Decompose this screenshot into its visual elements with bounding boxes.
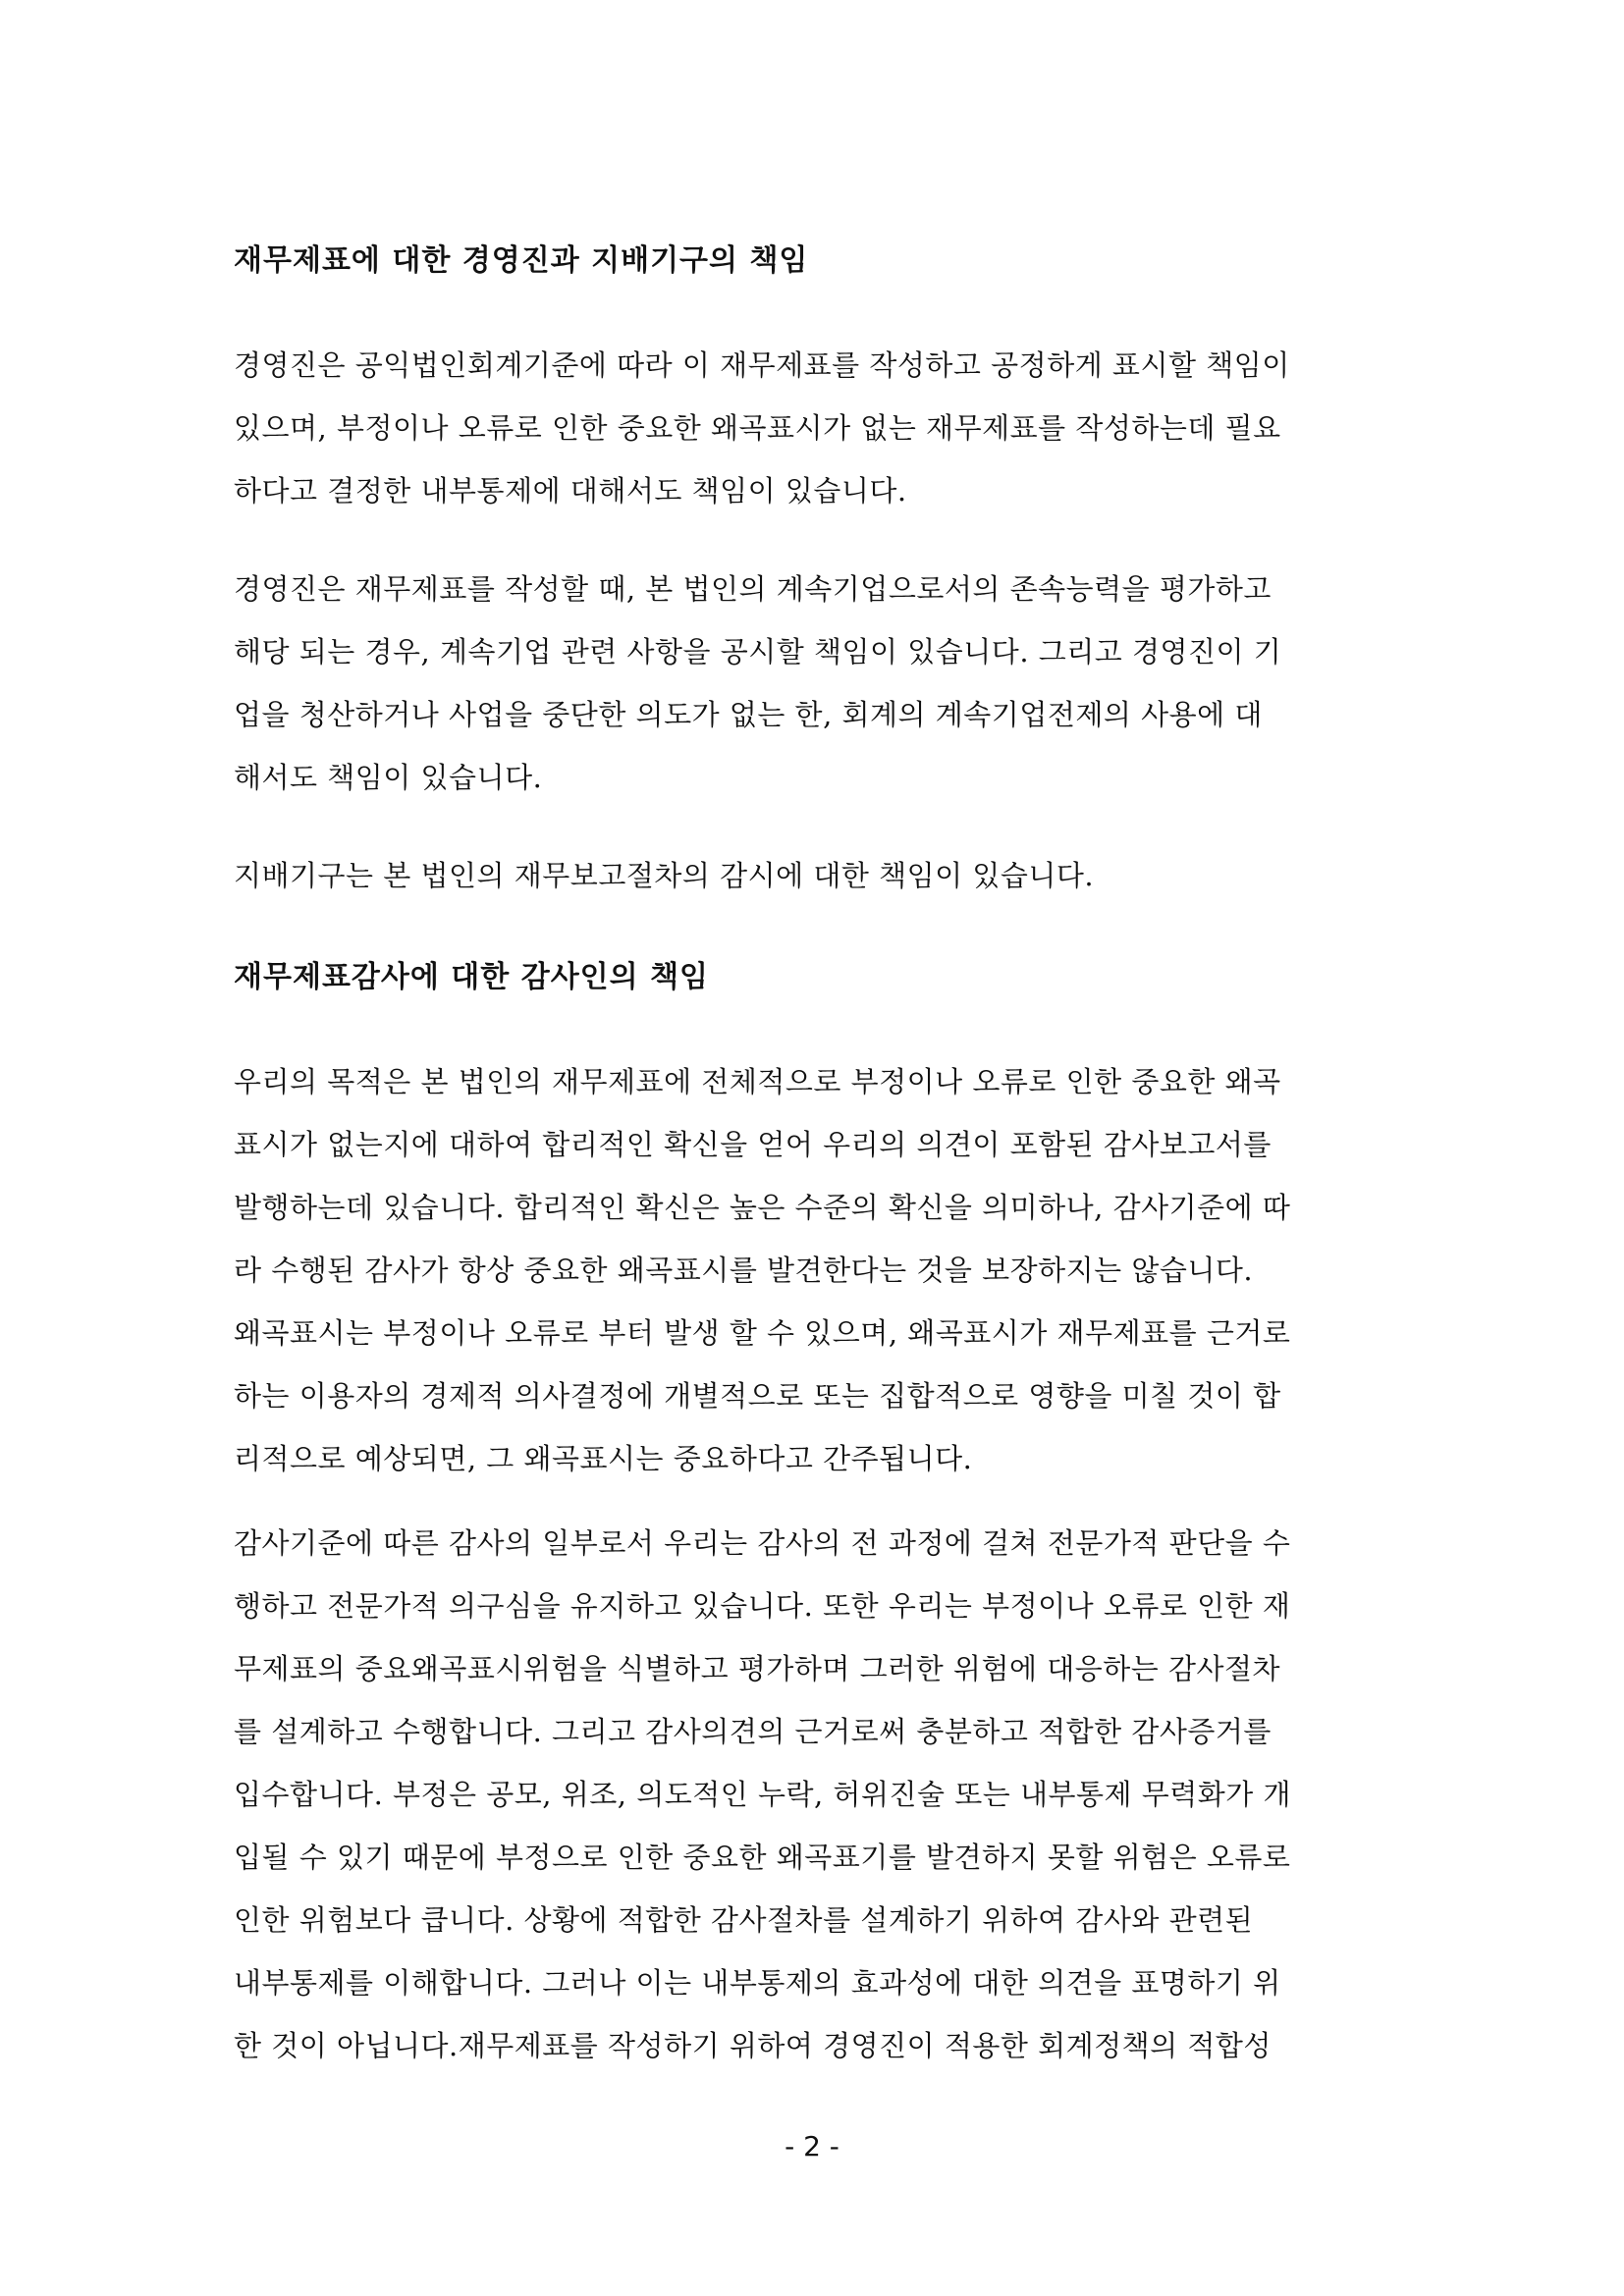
text-line: 하는 이용자의 경제적 의사결정에 개별적으로 또는 집합적으로 영향을 미칠 것이 합 (234, 1379, 1281, 1413)
text-line: 발행하는데 있습니다. 합리적인 확신은 높은 수준의 확신을 의미하나, 감사기준에 따 (234, 1191, 1291, 1224)
text-line: 내부통제를 이해합니다. 그러나 이는 내부통제의 효과성에 대한 의견을 표명하기 위 (234, 1966, 1281, 2000)
text-line: 무제표의 중요왜곡표시위험을 식별하고 평가하며 그러한 위험에 대응하는 감사절차 (234, 1652, 1281, 1685)
text-line: 입수합니다. 부정은 공모, 위조, 의도적인 누락, 허위진술 또는 내부통제 무력화가 개 (234, 1778, 1292, 1811)
paragraph-management-preparation (234, 334, 1408, 522)
text-line: 경영진은 공익법인회계기준에 따라 이 재무제표를 작성하고 공정하게 표시할 책임이 (234, 348, 1290, 382)
paragraph-audit-procedures (234, 1512, 1408, 2077)
section-heading-management-responsibility: 재무제표에 대한 경영진과 지배기구의 책임 (234, 243, 809, 278)
paragraph-audit-objective (234, 1050, 1408, 1490)
text-line: 리적으로 예상되면, 그 왜곡표시는 중요하다고 간주됩니다. (234, 1442, 973, 1475)
section-heading-auditor-responsibility: 재무제표감사에 대한 감사인의 책임 (234, 960, 710, 994)
text-line: 하다고 결정한 내부통제에 대해서도 책임이 있습니다. (234, 474, 907, 507)
text-line: 있으며, 부정이나 오류로 인한 중요한 왜곡표시가 없는 재무제표를 작성하는데 필요 (234, 411, 1281, 445)
text-line: 행하고 전문가적 의구심을 유지하고 있습니다. 또한 우리는 부정이나 오류로 인한 재 (234, 1589, 1291, 1623)
text-line: 경영진은 재무제표를 작성할 때, 본 법인의 계속기업으로서의 존속능력을 평가하고 (234, 572, 1272, 606)
text-line: 표시가 없는지에 대하여 합리적인 확신을 얻어 우리의 의견이 포함된 감사보고서를 (234, 1128, 1272, 1161)
text-line: 를 설계하고 수행합니다. 그리고 감사의견의 근거로써 충분하고 적합한 감사증거를 (234, 1715, 1272, 1748)
text-line: 인한 위험보다 큽니다. 상황에 적합한 감사절차를 설계하기 위하여 감사와 관련된 (234, 1903, 1254, 1937)
text-line: 한 것이 아닙니다.재무제표를 작성하기 위하여 경영진이 적용한 회계정책의 적합성 (234, 2029, 1272, 2062)
text-line: 감사기준에 따른 감사의 일부로서 우리는 감사의 전 과정에 걸쳐 전문가적 판단을 수 (234, 1526, 1291, 1560)
text-line: 해서도 책임이 있습니다. (234, 761, 543, 794)
paragraph-going-concern (234, 558, 1408, 809)
page-number: - 2 - (785, 2130, 839, 2163)
text-line: 지배기구는 본 법인의 재무보고절차의 감시에 대한 책임이 있습니다. (234, 859, 1095, 892)
text-line: 업을 청산하거나 사업을 중단한 의도가 없는 한, 회계의 계속기업전제의 사용에 대 (234, 698, 1263, 731)
text-line: 해당 되는 경우, 계속기업 관련 사항을 공시할 책임이 있습니다. 그리고 경영진이 기 (234, 635, 1282, 668)
text-line: 입될 수 있기 때문에 부정으로 인한 중요한 왜곡표기를 발견하지 못할 위험은 오류로 (234, 1841, 1291, 1874)
text-line: 왜곡표시는 부정이나 오류로 부터 발생 할 수 있으며, 왜곡표시가 재무제표를 근거로 (234, 1316, 1291, 1350)
text-line: 라 수행된 감사가 항상 중요한 왜곡표시를 발견한다는 것을 보장하지는 않습니다. (234, 1254, 1254, 1287)
paragraph-governance-oversight (234, 844, 1408, 907)
text-line: 우리의 목적은 본 법인의 재무제표에 전체적으로 부정이나 오류로 인한 중요한 왜곡 (234, 1065, 1281, 1098)
